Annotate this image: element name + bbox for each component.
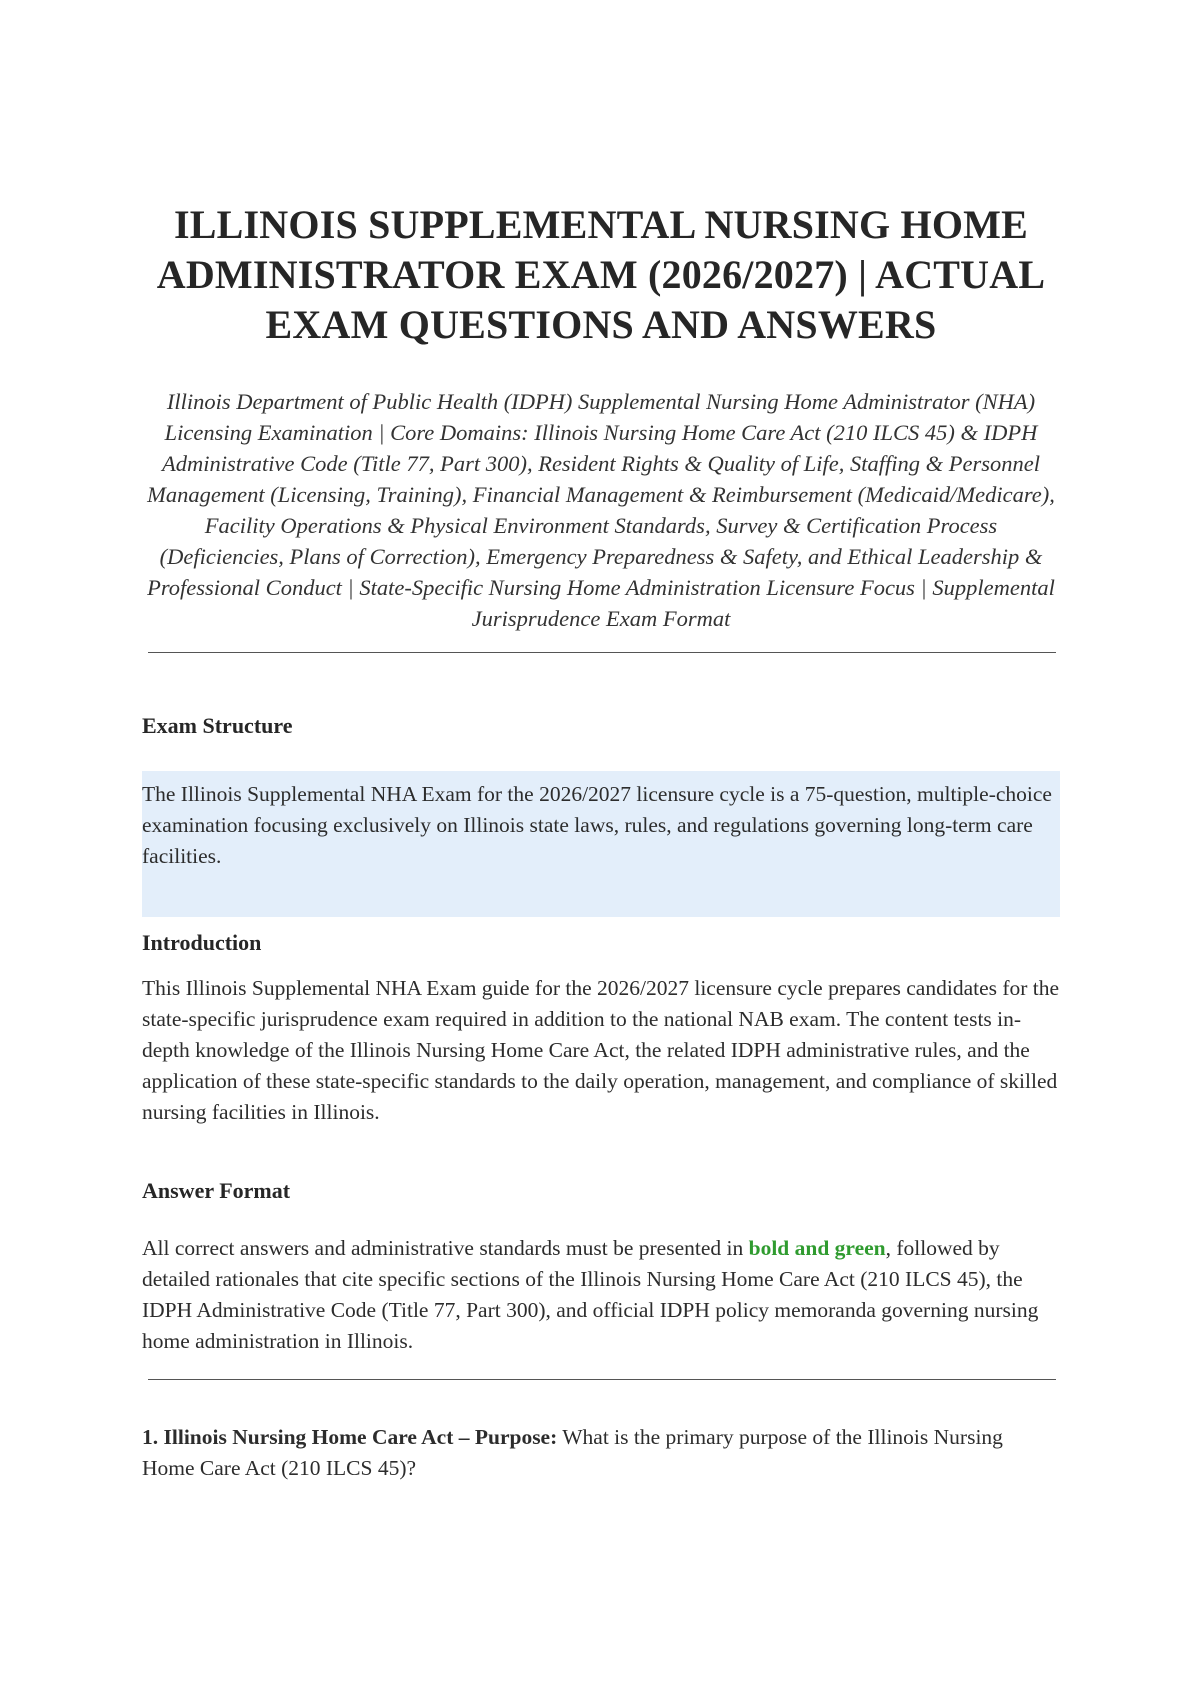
answer-format-text-before: All correct answers and administrative standards must be presented in [142, 1236, 749, 1260]
question-1-text: What is the primary purpose of the Illinois Nursing Home Care Act (210 ILCS 45)? [142, 1425, 1003, 1480]
document-page [142, 0, 1060, 1484]
answer-format-heading: Answer Format [142, 1178, 291, 1203]
exam-structure-heading: Exam Structure [142, 713, 293, 738]
introduction-text: This Illinois Supplemental NHA Exam guide for the 2026/2027 licensure cycle prepares candidates for the state-specific jurisprudence exam required in addition to the national NAB exam. The content tests in-depth knowledge of the Illinois Nursing Home Care Act, the related IDPH administrative rules, and the application of these state-specific standards to the daily operation, management, and compliance of skilled nursing facilities in Illinois. [142, 976, 1060, 1124]
exam-structure-text: The Illinois Supplemental NHA Exam for the 2026/2027 licensure cycle is a 75-question, multiple-choice examination focusing exclusively on Illinois state laws, rules, and regulations governing long-term care facilities. [142, 782, 1052, 868]
bold-green-highlight: bold and green [748, 1236, 886, 1260]
question-1 [142, 1422, 1060, 1484]
answer-format-text-after: , followed by detailed rationales that cite specific sections of the Illinois Nursing Home Care Act (210 ILCS 45), the IDPH Administrative Code (Title 77, Part 300), and official IDPH policy memoranda governing nursing home administration in Illinois. [142, 1236, 1039, 1353]
introduction-heading: Introduction [142, 930, 262, 955]
document-subtitle: Illinois Department of Public Health (IDPH) Supplemental Nursing Home Administrator (NHA) Licensing Examination | Core Domains: Illinois Nursing Home Care Act (210 ILCS 45) & IDPH Administrative Code (Title 77, Part 300), Resident Rights & Quality of Life, Staffing & Personnel Management (Licensing, Training), Financial Management & Reimbursement (Medicaid/Medicare), Facility Operations & Physical Environment Standards, Survey & Certification Process (Deficiencies, Plans of Correction), Emergency Preparedness & Safety, and Ethical Leadership & Professional Conduct | State-Specific Nursing Home Administration Licensure Focus | Supplemental Jurisprudence Exam Format [147, 389, 1055, 631]
question-1-label: 1. Illinois Nursing Home Care Act – Purpose: [142, 1425, 558, 1449]
document-title: ILLINOIS SUPPLEMENTAL NURSING HOME ADMINISTRATOR EXAM (2026/2027) | ACTUAL EXAM QUESTIONS AND ANSWERS [156, 202, 1046, 347]
exam-structure-callout [142, 771, 1060, 917]
divider [148, 1379, 1056, 1380]
divider [148, 652, 1056, 653]
answer-format-text [142, 1233, 1060, 1357]
